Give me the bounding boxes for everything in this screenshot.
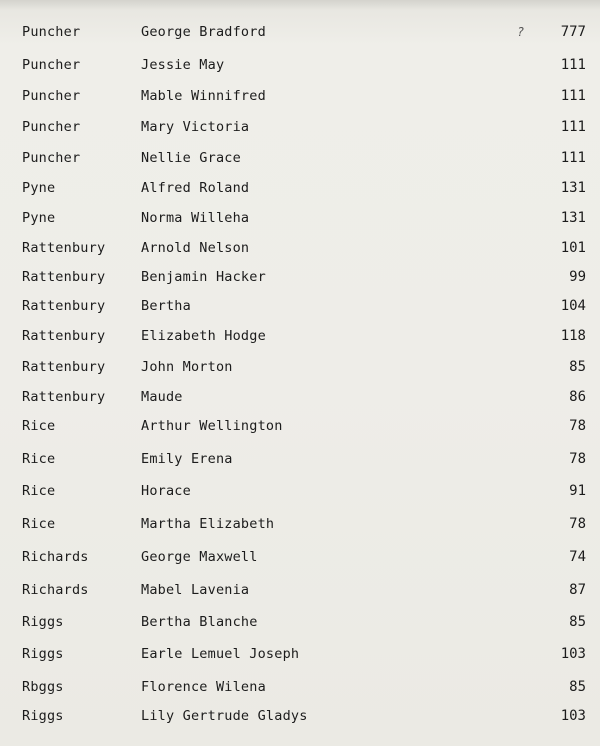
surname: Rbggs bbox=[22, 679, 64, 695]
given-names: John Morton bbox=[141, 359, 233, 375]
register-row bbox=[0, 236, 600, 260]
given-names: Jessie May bbox=[141, 57, 225, 73]
register-row bbox=[0, 447, 600, 471]
register-row bbox=[0, 84, 600, 108]
page-number: 777 bbox=[560, 24, 586, 40]
given-names: Bertha Blanche bbox=[141, 614, 258, 630]
register-row bbox=[0, 176, 600, 200]
surname: Riggs bbox=[22, 614, 64, 630]
surname: Rattenbury bbox=[22, 240, 106, 256]
given-names: Horace bbox=[141, 483, 191, 499]
given-names: Martha Elizabeth bbox=[141, 516, 275, 532]
surname: Pyne bbox=[22, 210, 56, 226]
surname: Rattenbury bbox=[22, 269, 106, 285]
register-row bbox=[0, 294, 600, 318]
page-number: 78 bbox=[569, 516, 586, 532]
page-number: 103 bbox=[560, 708, 586, 724]
page-number: 85 bbox=[569, 614, 586, 630]
given-names: Mary Victoria bbox=[141, 119, 250, 135]
register-row bbox=[0, 206, 600, 230]
surname: Rice bbox=[22, 418, 56, 434]
given-names: Arnold Nelson bbox=[141, 240, 250, 256]
register-row bbox=[0, 115, 600, 139]
register-row bbox=[0, 355, 600, 379]
surname: Rattenbury bbox=[22, 359, 106, 375]
register-row bbox=[0, 324, 600, 348]
page-number: 131 bbox=[560, 210, 586, 226]
page-number: 111 bbox=[560, 88, 586, 104]
surname: Riggs bbox=[22, 708, 64, 724]
given-names: Benjamin Hacker bbox=[141, 269, 266, 285]
register-row bbox=[0, 642, 600, 666]
page-number: 78 bbox=[569, 451, 586, 467]
given-names: Arthur Wellington bbox=[141, 418, 283, 434]
surname: Rattenbury bbox=[22, 389, 106, 405]
page-number: 85 bbox=[569, 359, 586, 375]
surname: Pyne bbox=[22, 180, 56, 196]
register-row bbox=[0, 414, 600, 438]
surname: Richards bbox=[22, 549, 89, 565]
register-row bbox=[0, 479, 600, 503]
given-names: Emily Erena bbox=[141, 451, 233, 467]
register-row bbox=[0, 610, 600, 634]
given-names: Maude bbox=[141, 389, 183, 405]
surname: Rice bbox=[22, 451, 56, 467]
register-row bbox=[0, 545, 600, 569]
given-names: Norma Willeha bbox=[141, 210, 250, 226]
given-names: Nellie Grace bbox=[141, 150, 241, 166]
given-names: Earle Lemuel Joseph bbox=[141, 646, 300, 662]
page-number: 104 bbox=[560, 298, 586, 314]
surname: Puncher bbox=[22, 88, 81, 104]
given-names: Mable Winnifred bbox=[141, 88, 266, 104]
surname: Puncher bbox=[22, 119, 81, 135]
surname: Rattenbury bbox=[22, 298, 106, 314]
page-number: 78 bbox=[569, 418, 586, 434]
page-number: 74 bbox=[569, 549, 586, 565]
page-number: 111 bbox=[560, 57, 586, 73]
surname: Riggs bbox=[22, 646, 64, 662]
page-number: 91 bbox=[569, 483, 586, 499]
register-row bbox=[0, 265, 600, 289]
register-row bbox=[0, 704, 600, 728]
surname: Puncher bbox=[22, 24, 81, 40]
page-number: 99 bbox=[569, 269, 586, 285]
register-row bbox=[0, 675, 600, 699]
given-names: Elizabeth Hodge bbox=[141, 328, 266, 344]
page-number: 111 bbox=[560, 150, 586, 166]
surname: Puncher bbox=[22, 57, 81, 73]
page-number: 87 bbox=[569, 582, 586, 598]
register-row bbox=[0, 53, 600, 77]
surname: Rice bbox=[22, 516, 56, 532]
given-names: Florence Wilena bbox=[141, 679, 266, 695]
surname: Rice bbox=[22, 483, 56, 499]
page-number: 131 bbox=[560, 180, 586, 196]
given-names: Mabel Lavenia bbox=[141, 582, 250, 598]
register-row bbox=[0, 146, 600, 170]
page-number: 85 bbox=[569, 679, 586, 695]
page-number: 118 bbox=[560, 328, 586, 344]
given-names: George Bradford bbox=[141, 24, 266, 40]
given-names: Bertha bbox=[141, 298, 191, 314]
page-edge-shadow bbox=[0, 0, 600, 10]
page-number: 86 bbox=[569, 389, 586, 405]
register-row bbox=[0, 385, 600, 409]
given-names: Alfred Roland bbox=[141, 180, 250, 196]
surname: Puncher bbox=[22, 150, 81, 166]
page-number: 103 bbox=[560, 646, 586, 662]
surname: Richards bbox=[22, 582, 89, 598]
given-names: Lily Gertrude Gladys bbox=[141, 708, 308, 724]
register-row bbox=[0, 512, 600, 536]
register-row bbox=[0, 578, 600, 602]
page-number: 101 bbox=[560, 240, 586, 256]
query-mark: ? bbox=[517, 25, 525, 39]
surname: Rattenbury bbox=[22, 328, 106, 344]
given-names: George Maxwell bbox=[141, 549, 258, 565]
register-row bbox=[0, 20, 600, 44]
page-number: 111 bbox=[560, 119, 586, 135]
